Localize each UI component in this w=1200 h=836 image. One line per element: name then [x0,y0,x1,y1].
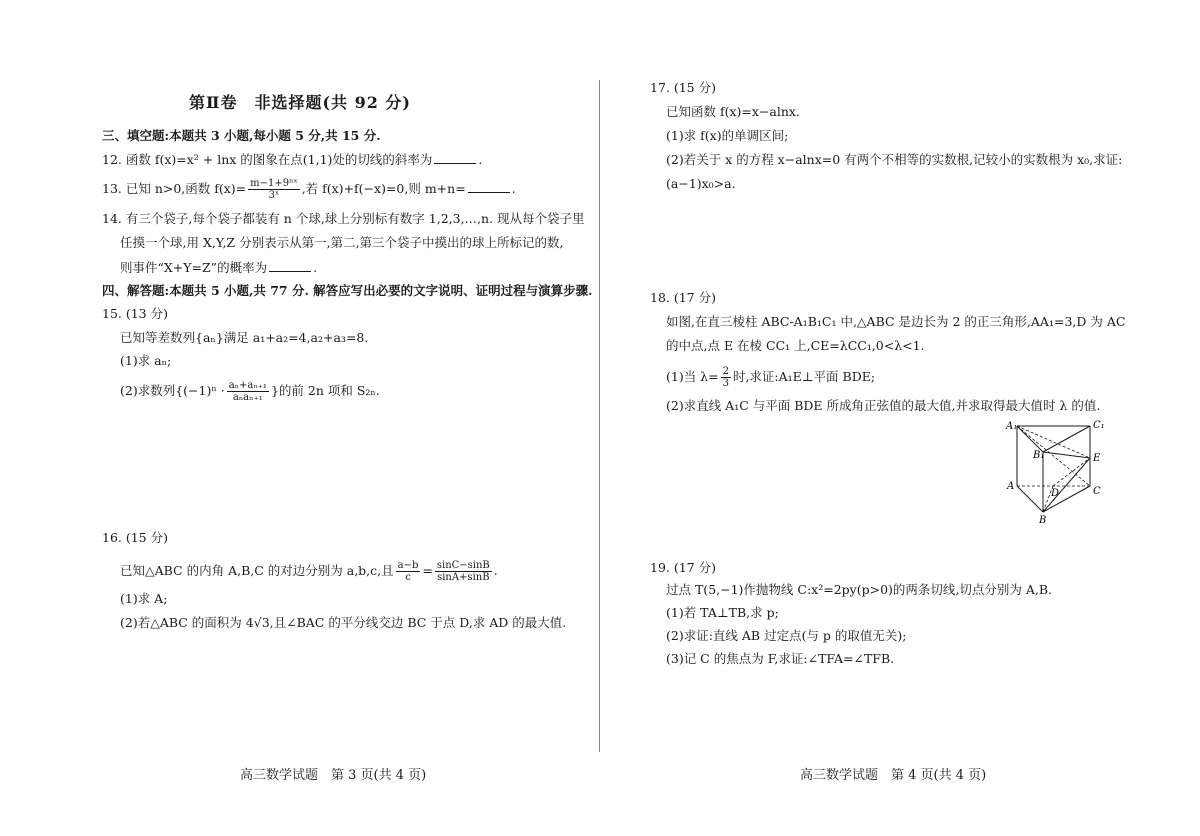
label-A: A [1007,481,1015,492]
question-12-end: . [478,152,483,167]
section-4-heading: 四、解答题:本题共 5 小题,共 77 分. 解答应写出必要的文字说明、证明过程与演算步骤. [102,283,593,298]
question-13-text-a: 13. 已知 n>0,函数 f(x)= [102,181,247,196]
question-12 [102,151,482,168]
question-17-part-2-cont: (a−1)x₀>a. [666,176,736,191]
question-14-end: . [313,260,318,275]
question-15-part-2-text-b: }的前 2n 项和 S₂ₙ. [270,383,380,398]
question-18-part-1-text-b: 时,求证:A₁E⊥平面 BDE; [732,369,876,384]
fraction-numerator: aₙ+aₙ₊₁ [228,380,267,391]
fraction-numerator: a−b [397,560,419,571]
fraction [721,366,731,389]
question-16-text-b: . [493,563,498,578]
fraction-denominator: sinA+sinB [437,572,490,583]
question-17-header: 17. (15 分) [650,80,716,95]
question-19-part-1: (1)若 TA⊥TB,求 p; [666,605,779,620]
prism-figure [1005,418,1115,528]
section-title: 第Ⅱ卷 非选择题(共 92 分) [188,93,412,112]
fraction [248,178,300,201]
fraction-denominator: c [405,572,411,583]
page-footer: 高三数学试题 第 3 页(共 4 页) [240,768,427,783]
answer-blank [269,259,311,272]
question-14-text: 则事件“X+Y=Z”的概率为 [120,260,268,275]
question-15-part-1: (1)求 aₙ; [120,353,172,368]
label-B: B [1039,515,1047,526]
question-15-part-2-text-a: (2)求数列{(−1)ⁿ · [120,383,225,398]
right-page [600,0,1200,836]
question-16-header: 16. (15 分) [102,530,168,545]
question-17-line-1: 已知函数 f(x)=x−alnx. [666,104,800,119]
question-13-end: . [511,181,516,196]
question-13 [102,178,516,201]
fraction [435,560,492,583]
fraction [396,560,421,583]
question-15-line-1: 已知等差数列{aₙ}满足 a₁+a₂=4,a₂+a₃=8. [120,330,369,345]
question-16-part-2: (2)若△ABC 的面积为 4√3,且∠BAC 的平分线交边 BC 于点 D,求 AD 的最大值. [120,615,567,630]
question-18-line-1: 如图,在直三棱柱 ABC-A₁B₁C₁ 中,△ABC 是边长为 2 的正三角形,AA₁=3,D 为 AC [666,314,1126,329]
question-19-part-3: (3)记 C 的焦点为 F,求证:∠TFA=∠TFB. [666,651,895,666]
label-C1: C₁ [1093,420,1105,431]
question-14-line-1: 14. 有三个袋子,每个袋子都装有 n 个球,球上分别标有数字 1,2,3,…,n. 现从每个袋子里 [102,211,585,226]
question-15-part-2 [120,380,380,403]
question-13-text-b: ,若 f(x)+f(−x)=0,则 m+n= [301,181,466,196]
fraction [227,380,269,403]
question-18-part-1-text-a: (1)当 λ= [666,369,719,384]
question-16-line-1 [120,560,498,583]
question-12-text: 12. 函数 f(x)=x² + lnx 的图象在点(1,1)处的切线的斜率为 [102,152,433,167]
answer-blank [434,151,476,164]
question-16-text-a: 已知△ABC 的内角 A,B,C 的对边分别为 a,b,c,且 [120,563,394,578]
question-15-header: 15. (13 分) [102,306,168,321]
label-C: C [1093,486,1101,497]
question-14-line-3 [120,259,317,276]
question-14-line-2: 任摸一个球,用 X,Y,Z 分别表示从第一,第二,第三个袋子中摸出的球上所标记的数, [120,235,564,250]
label-A1: A₁ [1006,421,1018,432]
label-D: D [1051,488,1060,499]
page-footer: 高三数学试题 第 4 页(共 4 页) [800,768,987,783]
equals-sign: = [422,563,433,578]
fraction-numerator: m−1+9ⁿˣ [250,178,298,189]
label-E: E [1093,453,1101,464]
question-18-header: 18. (17 分) [650,290,716,305]
question-17-part-2: (2)若关于 x 的方程 x−alnx=0 有两个不相等的实数根,记较小的实数根为 x₀,求证: [666,152,1123,167]
label-B1: B₁ [1033,450,1045,461]
question-19-line-1: 过点 T(5,−1)作抛物线 C:x²=2py(p>0)的两条切线,切点分别为 A,B. [666,582,1053,597]
question-16-part-1: (1)求 A; [120,591,168,606]
fraction-denominator: aₙaₙ₊₁ [232,392,263,403]
question-18-part-2: (2)求直线 A₁C 与平面 BDE 所成角正弦值的最大值,并求取得最大值时 λ 的值. [666,398,1101,413]
section-3-heading: 三、填空题:本题共 3 小题,每小题 5 分,共 15 分. [102,128,381,143]
question-18-part-1 [666,366,875,389]
fraction-denominator: 3ˣ [268,190,280,201]
answer-blank [468,180,510,193]
question-18-line-2: 的中点,点 E 在棱 CC₁ 上,CE=λCC₁,0<λ<1. [666,338,925,353]
question-19-part-2: (2)求证:直线 AB 过定点(与 p 的取值无关); [666,628,907,643]
question-17-part-1: (1)求 f(x)的单调区间; [666,128,789,143]
fraction-numerator: 2 [722,366,729,377]
fraction-numerator: sinC−sinB [436,560,490,571]
question-19-header: 19. (17 分) [650,560,716,575]
fraction-denominator: 3 [722,378,729,389]
